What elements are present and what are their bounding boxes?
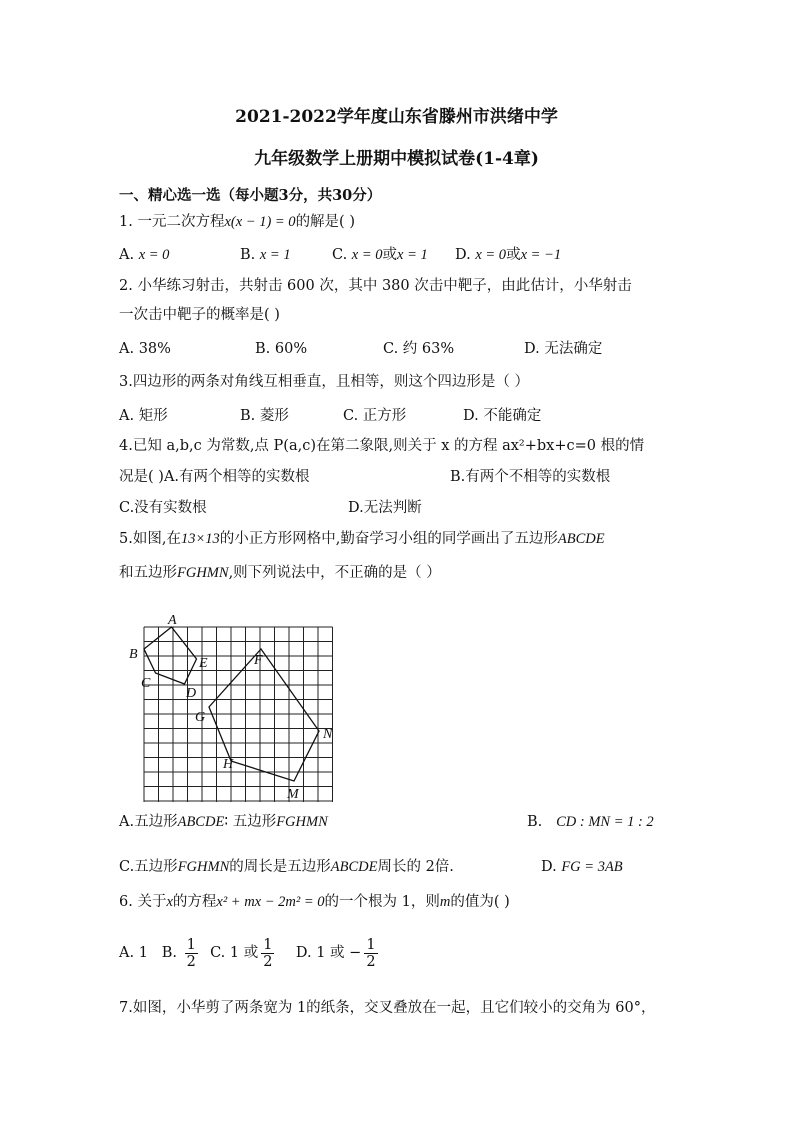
q5-option-a: A.五边形ABCDE∶ 五边形FGHMN [119,814,328,830]
q1-option-b-math: x = 1 [259,247,291,263]
label-g: G [195,710,206,725]
section-heading: 一、精心选一选（每小题3分，共30分） [119,187,382,204]
q3-option-c: C. 正方形 [343,408,407,424]
q1-stem [119,212,355,232]
q3-option-b: B. 菱形 [240,408,289,424]
title-line-1: 2021-2022学年度山东省滕州市洪绪中学 [235,107,558,127]
q4-line-1: 4.已知 a,b,c 为常数,点 P(a,c)在第二象限,则关于 x 的方程 ax²+bx+c=0 根的情 [119,438,645,454]
label-e: E [199,656,208,671]
q6-option-d-fraction: $\frac{1}{2}$ [366,936,376,970]
q1-option-d: D. x = 0或x = −1 [455,247,562,263]
q2-option-a: A. 38% [119,341,171,357]
q6-options [119,935,381,971]
q3-line-1: 3.四边形的两条对角线互相垂直，且相等，则这个四边形是（ ） [119,374,529,390]
label-f: F [254,653,263,668]
q4-line-2: 况是( )A.有两个相等的实数根 [119,469,310,485]
q2-line-1: 2. 小华练习射击，共射击 600 次，其中 380 次击中靶子，由此估计，小华射击 [119,278,632,294]
pentagon-grid-figure [124,612,344,802]
title-line-2: 九年级数学上册期中模拟试卷(1-4章) [254,149,539,169]
q1-option-b: B. x = 1 [240,247,291,263]
label-a: A [168,613,177,628]
q4-option-a: A.有两个相等的实数根 [163,469,310,485]
label-b: B [129,647,138,662]
q6-option-c: C. 1 或 [210,945,259,961]
q5-line-1: 5.如图,在13×13的小正方形网格中,勤奋学习小组的同学画出了五边形ABCDE [119,531,605,547]
q2-option-d: D. 无法确定 [524,341,603,357]
label-m: M [287,787,299,802]
q1-option-c: C. x = 0或x = 1 [332,247,428,263]
q6-option-b-label: B. [161,945,178,961]
q4-option-c: C.没有实数根 [119,500,207,516]
q2-line-2: 一次击中靶子的概率是( ) [119,307,280,323]
q1-stem-pre: 1. 一元二次方程 [119,214,225,230]
q6-stem: 6. 关于x的方程x² + mx − 2m² = 0的一个根为 1，则m的值为( ) [119,894,510,910]
q4-option-d: D.无法判断 [348,500,422,516]
q5-option-d: D. FG = 3AB [541,859,623,875]
q6-option-d: D. 1 或 − [295,945,362,961]
q3-option-d: D. 不能确定 [463,408,542,424]
label-d: D [186,686,197,701]
label-c: C [141,676,151,691]
q6-option-a: A. 1 [119,945,148,961]
q5-line-2: 和五边形FGHMN,则下列说法中，不正确的是（ ） [119,565,441,581]
grid-lines [144,627,333,802]
q3-option-a: A. 矩形 [119,408,168,424]
q1-option-a: A. x = 0 [119,247,170,263]
q1-option-a-math: x = 0 [138,247,170,263]
q5-option-b: B. CD : MN = 1 : 2 [527,814,654,830]
q1-stem-post: 的解是( ) [295,214,355,230]
q6-option-c-fraction: $\frac{1}{2}$ [263,936,273,970]
q2-option-b: B. 60% [255,341,308,357]
q7-line-1: 7.如图，小华剪了两条宽为 1的纸条，交叉叠放在一起，且它们较小的交角为 60°， [119,1000,656,1016]
q5-option-c: C.五边形FGHMN的周长是五边形ABCDE周长的 2倍. [119,859,454,875]
q4-option-b: B.有两个不相等的实数根 [450,469,611,485]
label-n: N [323,727,333,742]
q6-option-b-fraction: $\frac{1}{2}$ [186,936,196,970]
q1-equation: x(x − 1) = 0 [224,214,296,230]
q2-option-c: C. 约 63% [383,341,455,357]
label-h: H [223,757,234,772]
